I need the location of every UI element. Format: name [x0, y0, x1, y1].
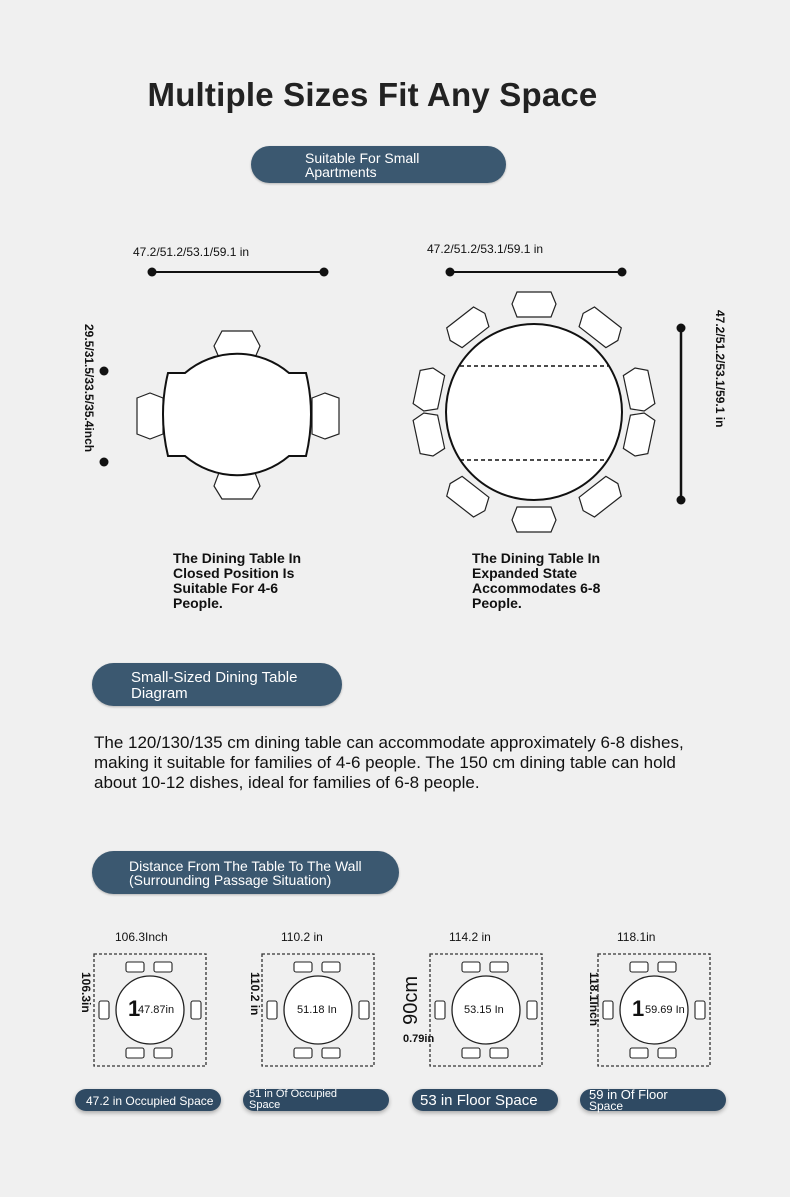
expanded-caption-line: Accommodates 6-8 [472, 580, 601, 596]
chair-icon [267, 1001, 277, 1019]
chair-icon [630, 1048, 648, 1058]
chair-icon [622, 410, 656, 458]
closed-height-label: 29.5/31.5/33.5/35.4inch [82, 324, 96, 453]
chair-icon [294, 1048, 312, 1058]
space-badge-text: 53 in Floor Space [420, 1092, 538, 1109]
mini-side-label: 106.3in [79, 972, 93, 1013]
closed-caption-line: The Dining Table In [173, 550, 302, 566]
chair-icon [462, 962, 480, 972]
chair-icon [512, 507, 556, 532]
expanded-height-label: 47.2/51.2/53.1/59.1 in [713, 310, 727, 428]
chair-icon [359, 1001, 369, 1019]
chair-icon [622, 365, 656, 413]
mini-center-label: 53.15 In [464, 1004, 504, 1016]
description-text: The 120/130/135 cm dining table can accommodate approximately 6-8 dishes, making it suitable for families of 4-6 people. The 150 cm dining table can hold about 10-12 dishes, ideal for families of 6-8 people. [94, 733, 684, 792]
expanded-caption [472, 551, 600, 611]
closed-caption-line: Closed Position Is [173, 565, 295, 581]
space-badge-text: Space [589, 1099, 624, 1113]
chair-icon [695, 1001, 705, 1019]
expanded-caption-line: The Dining Table In [472, 550, 601, 566]
chair-icon [435, 1001, 445, 1019]
chair-icon [630, 962, 648, 972]
space-badge [243, 1089, 389, 1111]
closed-caption [173, 551, 301, 611]
space-badge [580, 1089, 726, 1111]
closed-caption-line: People. [173, 595, 223, 611]
chair-icon [99, 1001, 109, 1019]
chair-icon [658, 1048, 676, 1058]
section-heading-line-2: (Surrounding Passage Situation) [129, 872, 332, 888]
space-badge [75, 1089, 221, 1111]
mini-width-label: 106.3Inch [115, 930, 168, 944]
mini-width-label: 118.1in [617, 930, 656, 944]
mini-center-label: 59.69 In [645, 1004, 685, 1016]
mini-center-label: 47.87in [138, 1004, 175, 1016]
mini-side-label: 110.2 in [248, 972, 262, 1016]
distance-section-heading [92, 851, 399, 894]
expanded-caption-line: People. [472, 595, 522, 611]
space-badge-text: 47.2 in Occupied Space [86, 1094, 214, 1108]
space-badge [412, 1089, 558, 1111]
section-heading-line-1: Small-Sized Dining Table [131, 669, 298, 686]
badge-line-2: Apartments [305, 164, 377, 180]
chair-icon [126, 962, 144, 972]
expanded-caption-line: Expanded State [472, 565, 578, 581]
mini-big-digit: 1 [128, 996, 141, 1021]
mini-big-digit: 1 [632, 996, 645, 1021]
mini-width-label: 110.2 in [281, 930, 323, 944]
mini-center-label: 51.18 In [297, 1004, 337, 1016]
mini-width-label: 114.2 in [449, 930, 491, 944]
mini-diagram-row [0, 920, 790, 1120]
chair-icon [412, 365, 446, 413]
chair-icon [154, 1048, 172, 1058]
chair-icon [527, 1001, 537, 1019]
chair-icon [154, 962, 172, 972]
space-badge-text: 59 in Of Floor [589, 1087, 668, 1102]
chair-icon [191, 1001, 201, 1019]
chair-icon [658, 962, 676, 972]
section-heading-line-2: Diagram [131, 685, 188, 702]
closed-width-label: 47.2/51.2/53.1/59.1 in [133, 245, 250, 259]
chair-icon [412, 410, 446, 458]
badge-line-1: Suitable For Small [305, 150, 420, 166]
page-title: Multiple Sizes Fit Any Space [147, 76, 598, 113]
small-table-section-heading [92, 663, 342, 706]
chair-icon [512, 292, 556, 317]
chair-icon [490, 1048, 508, 1058]
chair-icon [462, 1048, 480, 1058]
space-badge-text: Space [249, 1099, 281, 1111]
mini-side-label: 118.1Inch [587, 972, 601, 1027]
mini-side-label: 90cm [400, 976, 422, 1025]
chair-icon [126, 1048, 144, 1058]
expanded-width-label: 47.2/51.2/53.1/59.1 in [427, 242, 544, 256]
expanded-table-diagram [0, 0, 790, 560]
space-badge-text: 51 in Of Occupied [249, 1088, 338, 1100]
mini-gap-label: 0.79in [403, 1033, 435, 1045]
chair-icon [322, 962, 340, 972]
chair-icon [294, 962, 312, 972]
chair-icon [603, 1001, 613, 1019]
section-heading-line-1: Distance From The Table To The Wall [129, 858, 362, 874]
closed-caption-line: Suitable For 4-6 [173, 580, 279, 596]
chair-icon [490, 962, 508, 972]
chair-icon [322, 1048, 340, 1058]
